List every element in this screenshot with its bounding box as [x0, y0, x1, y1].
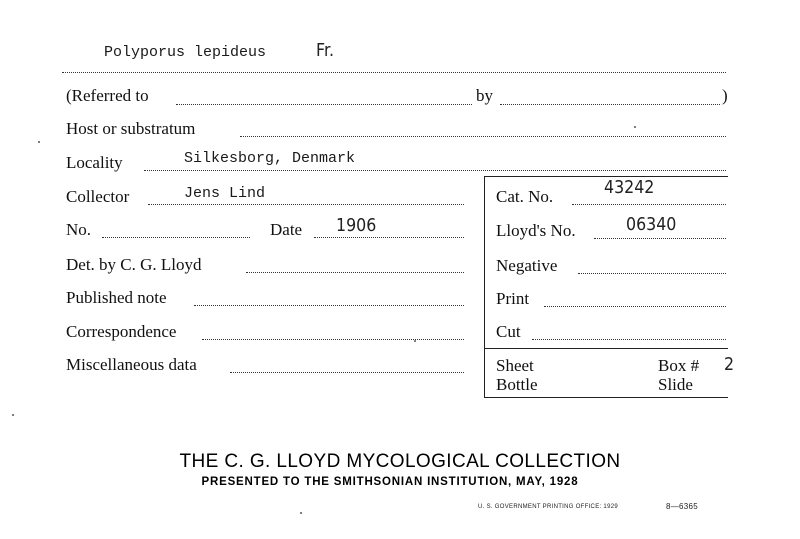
species-authority: Fr.: [316, 40, 335, 61]
locality-value: Silkesborg, Denmark: [184, 150, 356, 167]
host-field[interactable]: [240, 136, 726, 137]
by-close-paren: ): [722, 86, 728, 105]
species-name: Polyporus lepideus: [104, 44, 267, 61]
cat-no-value: 43242: [604, 177, 655, 198]
slide-label: Slide: [658, 375, 693, 394]
sheet-label: Sheet: [496, 356, 534, 375]
collector-field[interactable]: [148, 204, 464, 205]
locality-field[interactable]: [144, 170, 726, 171]
by-label: by: [476, 86, 493, 105]
cat-no-label: Cat. No.: [496, 187, 554, 206]
print-label: Print: [496, 289, 530, 308]
negative-field[interactable]: [578, 273, 726, 274]
cut-field[interactable]: [532, 339, 726, 340]
cat-no-field[interactable]: [572, 204, 726, 205]
panel-left-border: [484, 176, 485, 398]
published-note-field[interactable]: [194, 305, 464, 306]
referred-to-field[interactable]: [176, 104, 472, 105]
referred-to-label: (Referred to: [66, 86, 149, 105]
no-label: No.: [66, 220, 92, 239]
collection-subtitle: PRESENTED TO THE SMITHSONIAN INSTITUTION, MAY, 1928: [201, 476, 579, 488]
date-value: 1906: [336, 215, 377, 236]
cut-label: Cut: [496, 322, 521, 341]
collector-value: Jens Lind: [184, 185, 266, 202]
collection-title: THE C. G. LLOYD MYCOLOGICAL COLLECTION: [179, 451, 621, 472]
miscellaneous-field[interactable]: [230, 372, 464, 373]
det-by-label: Det. by C. G. Lloyd: [66, 255, 202, 274]
by-field[interactable]: [500, 104, 720, 105]
print-field[interactable]: [544, 306, 726, 307]
date-label: Date: [270, 220, 303, 239]
panel-bottom-border: [484, 397, 728, 398]
scan-speck: [634, 126, 636, 128]
lloyds-no-label: Lloyd's No.: [496, 221, 576, 240]
miscellaneous-label: Miscellaneous data: [66, 355, 197, 374]
correspondence-label: Correspondence: [66, 322, 177, 341]
host-label: Host or substratum: [66, 119, 196, 138]
published-note-label: Published note: [66, 288, 167, 307]
scan-speck: [38, 141, 40, 143]
lloyds-no-value: 06340: [626, 214, 677, 235]
scan-speck: [414, 340, 416, 342]
scan-speck: [12, 414, 14, 416]
form-number: 8—6365: [666, 502, 699, 511]
collector-label: Collector: [66, 187, 130, 206]
date-field[interactable]: [314, 237, 464, 238]
negative-label: Negative: [496, 256, 558, 275]
species-line: [62, 72, 726, 73]
panel-divider: [484, 348, 728, 349]
printing-office-note: U. S. GOVERNMENT PRINTING OFFICE: 1929: [478, 504, 618, 510]
lloyds-no-field[interactable]: [594, 238, 726, 239]
no-field[interactable]: [102, 237, 250, 238]
box-number-label: Box #: [658, 356, 700, 375]
locality-label: Locality: [66, 153, 123, 172]
scan-speck: [300, 512, 302, 514]
bottle-label: Bottle: [496, 375, 538, 394]
det-by-field[interactable]: [246, 272, 464, 273]
box-number-value: 2: [724, 354, 735, 375]
correspondence-field[interactable]: [202, 339, 464, 340]
